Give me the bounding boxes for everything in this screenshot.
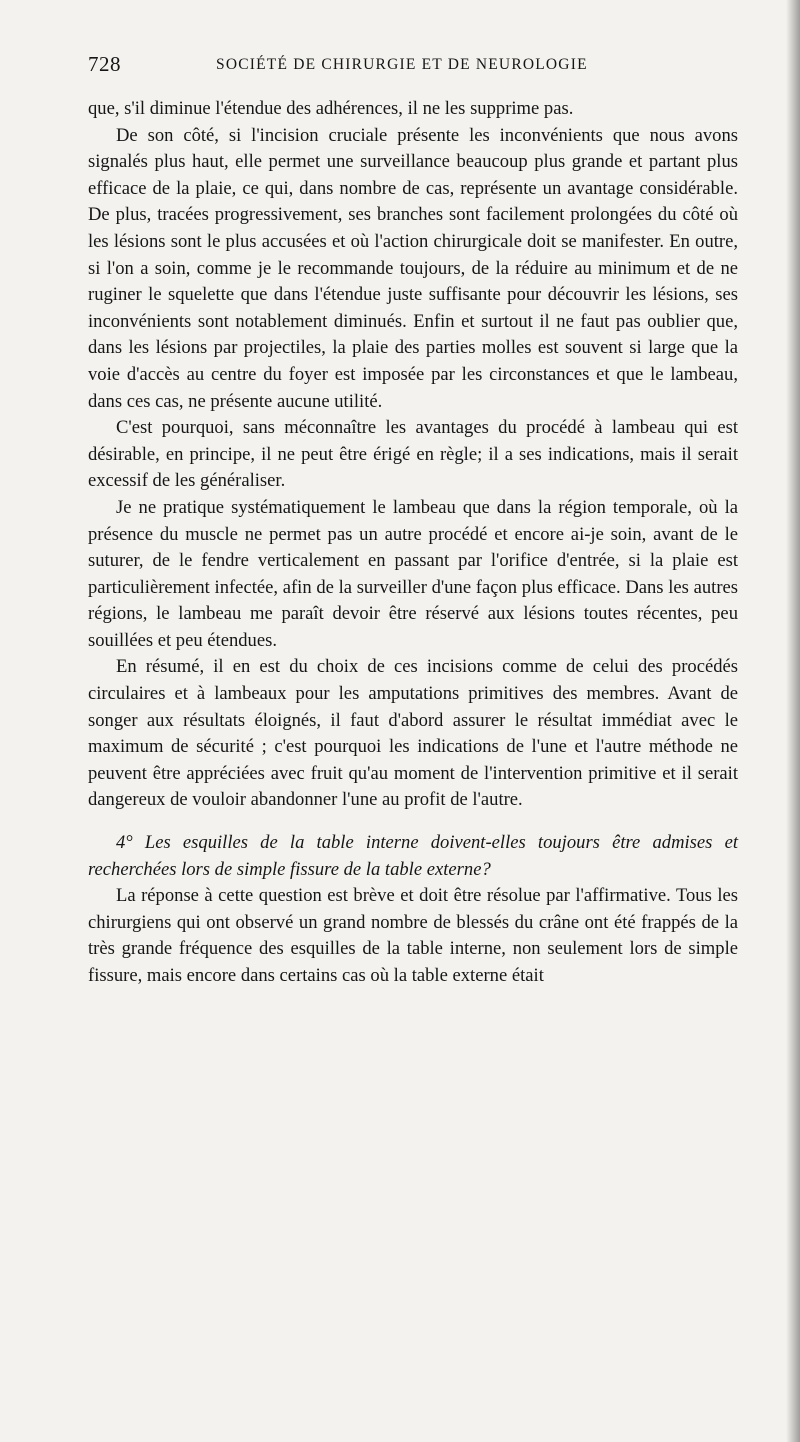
paragraph-region-temporale: Je ne pratique systématiquement le lambeau que dans la région temporale, où la présence du muscle ne permet pas un autre procédé et encore ai-je soin, avant de le suturer, de le fendre verticalement en passant par l'orifice d'entrée, si la plaie est particulièrement infectée, afin de la surveiller d'une façon plus efficace. Dans les autres régions, le lambeau me paraît devoir être réservé aux lésions toutes récentes, peu souillées et peu étendues. bbox=[88, 496, 738, 651]
section-heading: 4° Les esquilles de la table interne doivent-elles toujours être admises et recherchées lors de simple fissure de la table externe? bbox=[88, 832, 738, 880]
paragraph-continuation: que, s'il diminue l'étendue des adhérences, il ne les supprime pas. bbox=[88, 98, 574, 119]
paragraph-resume: En résumé, il en est du choix de ces incisions comme de celui des procédés circulaires et à lambeaux pour les amputations primitives des membres. Avant de songer aux résultats éloignés, il faut d'abord assurer le résultat immédiat avec le maximum de sécurité ; c'est pourquoi les indications de l'une et l'autre méthode ne peuvent être appréciées avec fruit qu'au moment de l'intervention primitive et il serait dangereux de vouloir abandonner l'une au profit de l'autre. bbox=[88, 656, 738, 811]
page-edge-shadow bbox=[786, 0, 800, 1442]
paragraph-procede-lambeau: C'est pourquoi, sans méconnaître les avantages du procédé à lambeau qui est désirable, en principe, il ne peut être érigé en règle; il a ses indications, mais il serait excessif de les généraliser. bbox=[88, 417, 738, 492]
page-number: 728 bbox=[88, 52, 121, 76]
paragraph-incision-cruciale: De son côté, si l'incision cruciale présente les inconvénients que nous avons signalés plus haut, elle permet une surveillance beaucoup plus grande et partant plus efficace de la plaie, ce qui, dans nombre de cas, représente un avantage considérable. De plus, tracées progressivement, ses branches sont facilement prolongées du côté où les lésions sont le plus accusées et où l'action chirurgicale doit se manifester. En outre, si l'on a soin, comme je le recommande toujours, de la réduire au minimum et de ne ruginer le squelette que dans l'étendue juste suffisante pour découvrir les lésions, ses inconvénients sont notablement diminués. Enfin et surtout il ne faut pas oublier que, dans les lésions par projectiles, la plaie des parties molles est souvent si large que la voie d'accès au centre du foyer est imposée par les circonstances et que le lambeau, dans ces cas, ne présente aucune utilité. bbox=[88, 124, 738, 412]
page-header bbox=[88, 52, 738, 82]
running-title: SOCIÉTÉ DE CHIRURGIE ET DE NEUROLOGIE bbox=[216, 56, 588, 73]
body-text bbox=[88, 96, 738, 990]
paragraph-reponse: La réponse à cette question est brève et doit être résolue par l'affirmative. Tous les chirurgiens qui ont observé un grand nombre de blessés du crâne ont été frappés de la très grande fréquence des esquilles de la table interne, non seulement lors de simple fissure, mais encore dans certains cas où la table externe était bbox=[88, 885, 738, 986]
